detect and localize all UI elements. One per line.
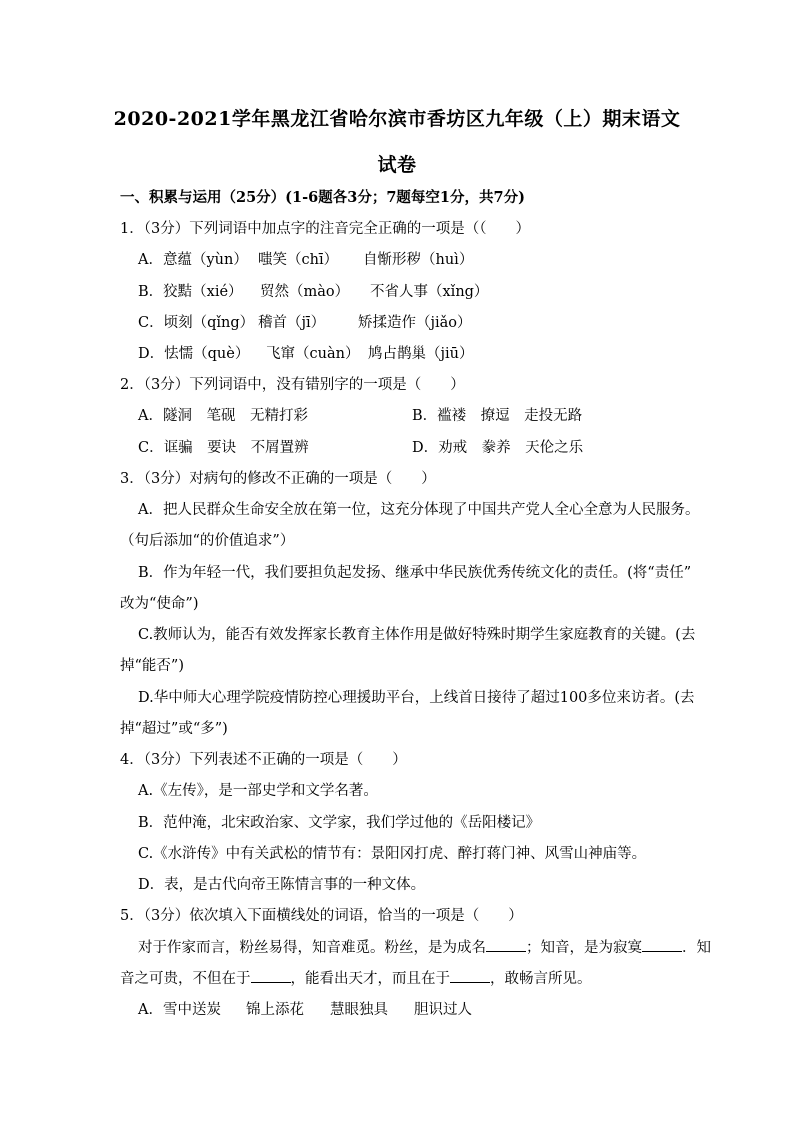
passage-text: 音之可贵，不但在于 (120, 971, 251, 987)
exam-title-line2: 试卷 (377, 154, 417, 176)
question-4-option-b: B．范仲淹，北宋政治家、文学家，我们学过他的《岳阳楼记》 (138, 815, 541, 831)
section-heading: 一、积累与运用（25分）(1-6题各3分；7题每空1分，共7分) (120, 189, 525, 206)
passage-text: ，能看出天才，而且在于 (290, 971, 450, 987)
question-2-option-c: C．诓骗 要诀 不屑置辨 (138, 440, 309, 456)
question-3-option-b: B．作为年轻一代，我们要担负起发扬、继承中华民族优秀传统文化的责任。(将“责任” (138, 565, 692, 581)
option-word: 胆识过人 (414, 1002, 472, 1018)
question-1-option-d (138, 342, 473, 363)
option-word: B．狡黠（xié） (138, 284, 243, 300)
option-word: C．顷刻（qǐng） (138, 315, 255, 331)
question-3-option-d-cont: 掉“超过”或“多”) (120, 721, 228, 737)
question-2-option-a: A．隧洞 笔砚 无精打彩 (138, 408, 308, 424)
option-word: 不省人事（xǐng） (370, 284, 489, 300)
option-word: A．意蕴（yùn） (138, 252, 248, 268)
fill-blank (642, 939, 682, 952)
question-3-option-c: C.教师认为，能否有效发挥家长教育主体作用是做好特殊时期学生家庭教育的关键。(去 (138, 627, 696, 643)
question-4-option-a: A.《左传》，是一部史学和文学名著。 (138, 783, 378, 799)
option-word: D．怯懦（què） (138, 346, 250, 362)
question-1-option-a (138, 248, 473, 269)
option-word: 矫揉造作（jiǎo） (358, 315, 472, 331)
question-2-option-d: D．劝戒 豢养 天伦之乐 (412, 440, 584, 456)
passage-text: ．知 (682, 940, 711, 956)
fill-blank (251, 970, 291, 983)
question-2-option-b: B．褴褛 撩逗 走投无路 (412, 408, 583, 424)
passage-text: ；知音，是为寂寞 (526, 940, 642, 956)
option-word: 鸠占鹊巢（jiū） (368, 346, 474, 362)
option-word: 稽首（jī） (258, 315, 326, 331)
fill-blank (450, 970, 490, 983)
option-word: 自惭形秽（huì） (363, 252, 474, 268)
fill-blank (486, 939, 526, 952)
option-word: 嗤笑（chī） (258, 252, 339, 268)
question-5-stem: 5．（3分）依次填入下面横线处的词语，恰当的一项是（ ） (120, 908, 523, 924)
question-5-option-a (138, 998, 472, 1019)
question-1-option-c (138, 311, 472, 332)
option-word: A．雪中送炭 (138, 1002, 221, 1018)
question-3-stem: 3．（3分）对病句的修改不正确的一项是（ ） (120, 471, 436, 487)
question-3-option-c-cont: 掉“能否”) (120, 658, 184, 674)
question-1-stem: 1．（3分）下列词语中加点字的注音完全正确的一项是（（ ） (120, 221, 530, 237)
option-word: 锦上添花 (246, 1002, 304, 1018)
passage-text: ，敢畅言所见。 (490, 971, 592, 987)
question-3-option-d: D.华中师大心理学院疫情防控心理援助平台，上线首日接待了超过100多位来访者。(去 (138, 690, 695, 706)
question-1-option-b (138, 280, 488, 301)
question-3-option-a-cont: （句后添加“的价值追求”） (120, 533, 295, 549)
exam-title-line1: 2020-2021学年黑龙江省哈尔滨市香坊区九年级（上）期末语文 (113, 108, 681, 130)
option-word: 飞窜（cuàn） (266, 346, 360, 362)
question-4-option-d: D．表，是古代向帝王陈情言事的一种文体。 (138, 877, 426, 893)
passage-text: 对于作家而言，粉丝易得，知音难觅。粉丝，是为成名 (138, 940, 486, 956)
question-2-stem: 2．（3分）下列词语中，没有错别字的一项是（ ） (120, 377, 465, 393)
question-4-stem: 4．（3分）下列表述不正确的一项是（ ） (120, 752, 407, 768)
option-word: 贸然（mào） (260, 284, 350, 300)
question-5-passage-line1 (138, 936, 711, 957)
question-4-option-c: C.《水浒传》中有关武松的情节有：景阳冈打虎、醉打蒋门神、风雪山神庙等。 (138, 846, 647, 862)
question-3-option-b-cont: 改为“使命”) (120, 596, 199, 612)
question-3-option-a: A．把人民群众生命安全放在第一位，这充分体现了中国共产党人全心全意为人民服务。 (138, 502, 700, 518)
option-word: 慧眼独具 (330, 1002, 388, 1018)
question-5-passage-line2 (120, 967, 592, 988)
